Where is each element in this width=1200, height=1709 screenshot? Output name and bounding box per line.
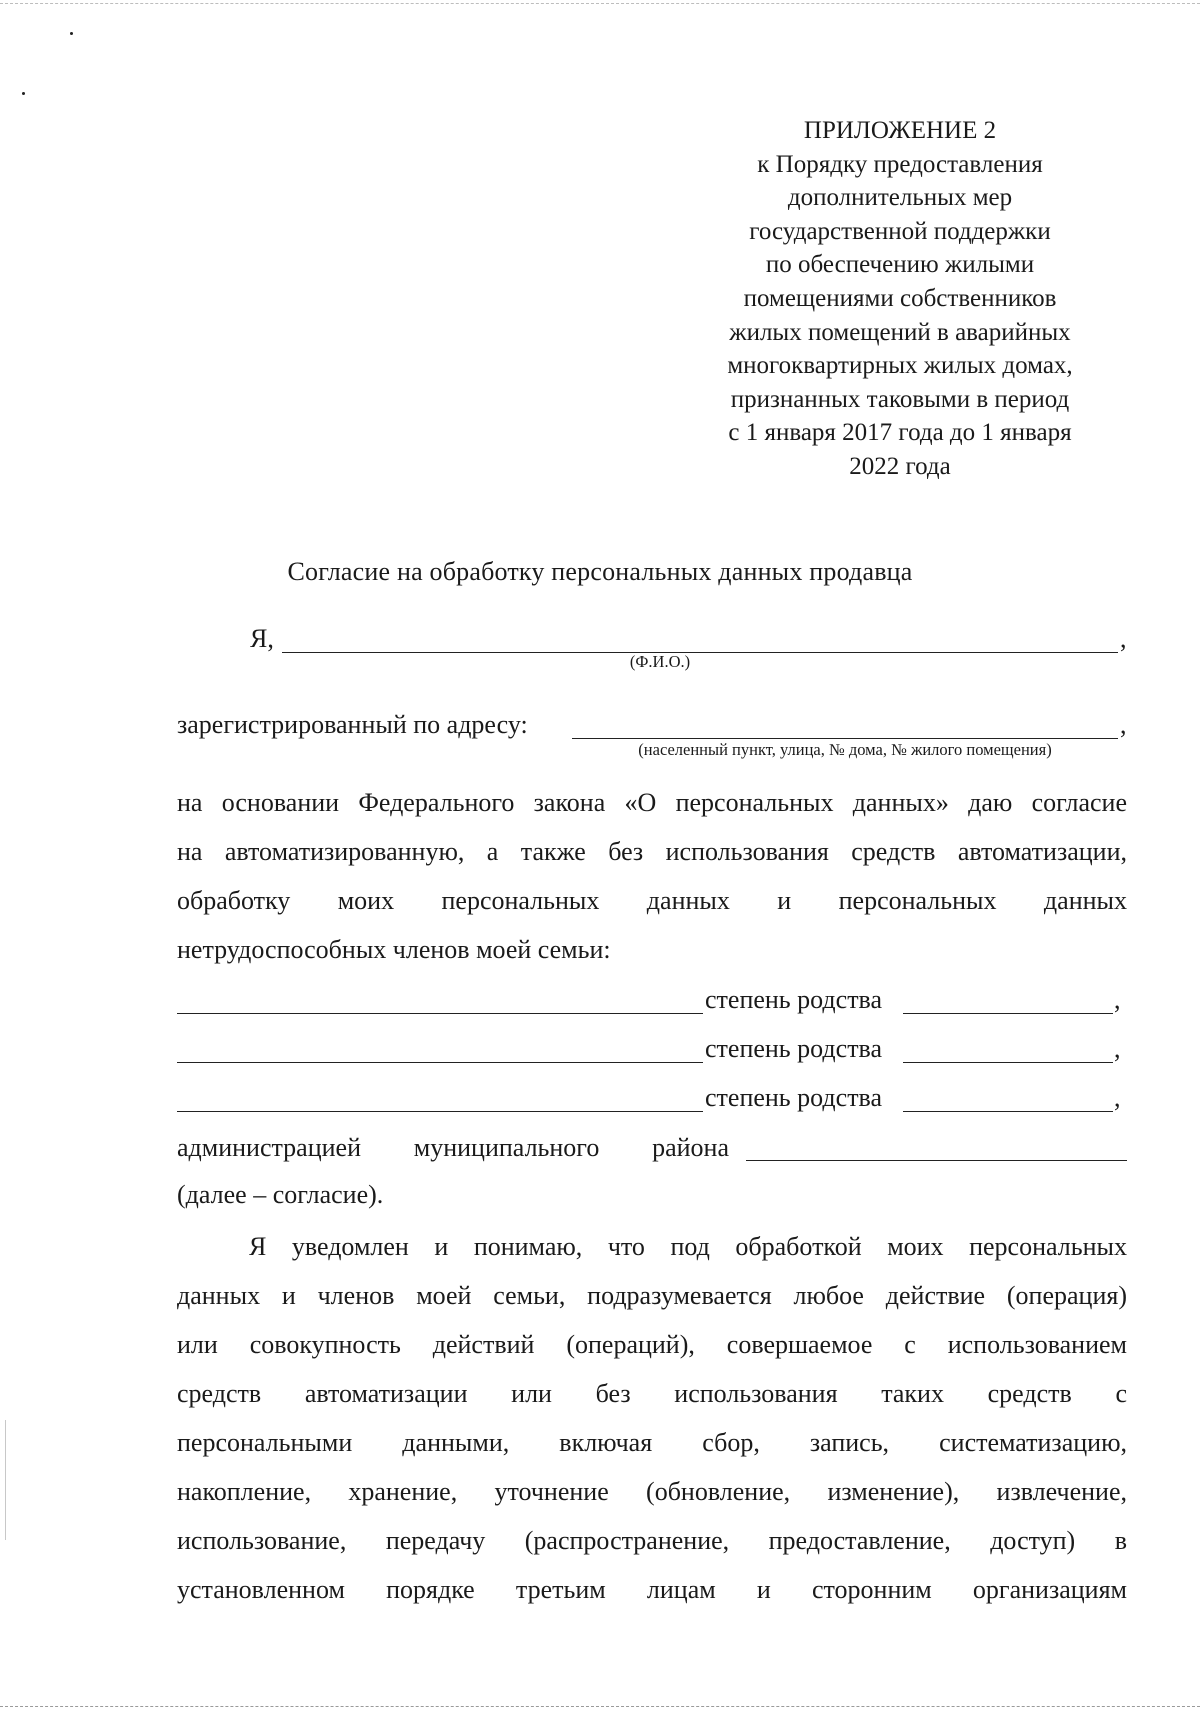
relative-degree-field[interactable] (903, 1062, 1113, 1063)
appendix-line: государственной поддержки (749, 217, 1051, 245)
relative-name-field[interactable] (177, 1111, 703, 1112)
relative-suffix: , (1114, 1083, 1121, 1112)
district-field[interactable] (746, 1160, 1127, 1161)
appendix-line: жилых помещений в аварийных (729, 318, 1071, 346)
notice-line: персональными данными, включая сбор, запись, систематизацию, (177, 1428, 1127, 1457)
relative-suffix: , (1114, 985, 1121, 1014)
relative-degree-field[interactable] (903, 1111, 1113, 1112)
consent-line: на основании Федерального закона «О персональных данных» даю согласие (177, 788, 1127, 817)
fio-caption: (Ф.И.О.) (629, 652, 691, 671)
document-title: Согласие на обработку персональных данных продавца (287, 557, 913, 586)
relative-name-field[interactable] (177, 1013, 703, 1014)
notice-line: данных и членов моей семьи, подразумевается любое действие (операция) (177, 1281, 1127, 1310)
notice-line-text: Я уведомлен и понимаю, что под обработкой моих персональных (249, 1232, 1127, 1261)
relative-degree-label: степень родства (705, 1083, 883, 1112)
address-field[interactable] (572, 738, 1118, 739)
appendix-line: по обеспечению жилыми (765, 251, 1035, 279)
address-caption: (населенный пункт, улица, № дома, № жилого помещения) (638, 740, 1052, 759)
fio-suffix: , (1120, 624, 1127, 653)
appendix-line: дополнительных мер (787, 184, 1013, 212)
appendix-line: помещениями собственников (743, 284, 1057, 312)
appendix-line: признанных таковыми в период (730, 385, 1070, 413)
notice-line: накопление, хранение, уточнение (обновление, изменение), извлечение, (177, 1477, 1127, 1506)
appendix-line: к Порядку предоставления (757, 150, 1043, 178)
notice-line (177, 1222, 1127, 1271)
consent-line: нетрудоспособных членов моей семьи: (177, 935, 611, 964)
appendix-line: 2022 года (849, 452, 951, 480)
scan-edge-left (5, 1420, 6, 1540)
consent-intro (177, 778, 1127, 974)
scan-edge-bottom (0, 1706, 1200, 1707)
appendix-line: с 1 января 2017 года до 1 января (728, 419, 1072, 447)
consent-line: обработку моих персональных данных и персональных данных (177, 886, 1127, 915)
address-suffix: , (1120, 710, 1127, 739)
relative-degree-label: степень родства (705, 985, 883, 1014)
relative-suffix: , (1114, 1034, 1121, 1063)
appendix-line: ПРИЛОЖЕНИЕ 2 (803, 117, 997, 144)
consent-line: на автоматизированную, а также без использования средств автоматизации, (177, 837, 1127, 866)
notice-line: установленном порядке третьим лицам и сторонним организациям (177, 1575, 1127, 1604)
address-label: зарегистрированный по адресу: (177, 710, 528, 739)
notice-paragraph (177, 1222, 1127, 1614)
administration-label: администрацией муниципального района (177, 1133, 729, 1162)
fio-prefix: Я, (250, 624, 274, 653)
notice-line: или совокупность действий (операций), совершаемое с использованием (177, 1330, 1127, 1359)
relative-degree-field[interactable] (903, 1013, 1113, 1014)
appendix-line: многоквартирных жилых домах, (727, 352, 1073, 380)
notice-line: использование, передачу (распространение, предоставление, доступ) в (177, 1526, 1127, 1555)
scan-speck (70, 32, 73, 35)
appendix-header (680, 114, 1120, 484)
notice-line: средств автоматизации или без использования таких средств с (177, 1379, 1127, 1408)
relative-degree-label: степень родства (705, 1034, 883, 1063)
scan-edge-top (0, 3, 1200, 4)
hereinafter-note: (далее – согласие). (177, 1180, 384, 1209)
relative-name-field[interactable] (177, 1062, 703, 1063)
scan-speck (22, 92, 25, 95)
